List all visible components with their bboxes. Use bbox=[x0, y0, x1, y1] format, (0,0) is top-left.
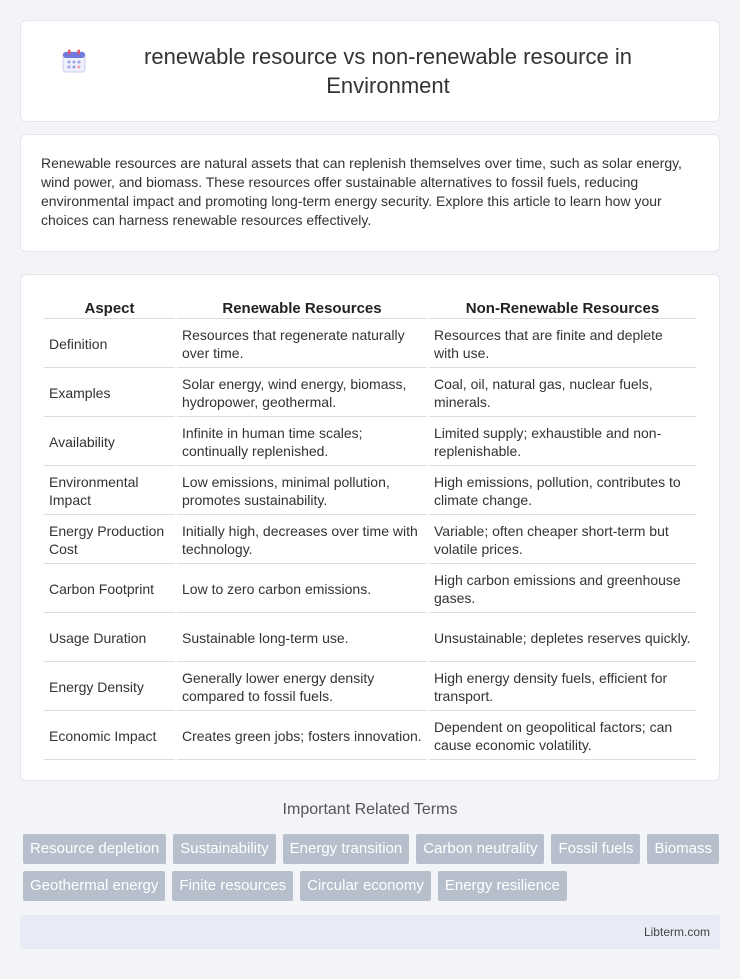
table-header-row bbox=[44, 297, 696, 319]
comparison-card bbox=[20, 274, 720, 781]
tag-circular-economy[interactable]: Circular economy bbox=[300, 871, 431, 901]
cell-renewable: Resources that regenerate naturally over time. bbox=[177, 321, 427, 368]
cell-renewable: Solar energy, wind energy, biomass, hydropower, geothermal. bbox=[177, 370, 427, 417]
intro-card bbox=[20, 134, 720, 252]
table-row bbox=[44, 321, 696, 368]
page-title: renewable resource vs non-renewable resource in Environment bbox=[144, 44, 632, 98]
header-inner bbox=[61, 42, 679, 100]
footer bbox=[20, 915, 720, 949]
tag-finite-resources[interactable]: Finite resources bbox=[172, 871, 293, 901]
tag-energy-resilience[interactable]: Energy resilience bbox=[438, 871, 567, 901]
table-row bbox=[44, 468, 696, 515]
header-aspect: Aspect bbox=[44, 297, 175, 319]
cell-non-renewable: Unsustainable; depletes reserves quickly. bbox=[429, 615, 696, 662]
table-row bbox=[44, 566, 696, 613]
calendar-icon bbox=[61, 48, 87, 74]
cell-aspect: Economic Impact bbox=[44, 713, 175, 760]
header-card bbox=[20, 20, 720, 122]
cell-aspect: Carbon Footprint bbox=[44, 566, 175, 613]
table-row bbox=[44, 713, 696, 760]
cell-aspect: Energy Production Cost bbox=[44, 517, 175, 564]
table-row bbox=[44, 664, 696, 711]
cell-renewable: Infinite in human time scales; continually replenished. bbox=[177, 419, 427, 466]
cell-non-renewable: Variable; often cheaper short-term but volatile prices. bbox=[429, 517, 696, 564]
tag-geothermal-energy[interactable]: Geothermal energy bbox=[23, 871, 165, 901]
cell-renewable: Low emissions, minimal pollution, promotes sustainability. bbox=[177, 468, 427, 515]
cell-aspect: Environmental Impact bbox=[44, 468, 175, 515]
cell-non-renewable: High emissions, pollution, contributes to climate change. bbox=[429, 468, 696, 515]
tag-sustainability[interactable]: Sustainability bbox=[173, 834, 275, 864]
cell-aspect: Definition bbox=[44, 321, 175, 368]
intro-text: Renewable resources are natural assets that can replenish themselves over time, such as solar energy, wind power, and biomass. These resources offer sustainable alternatives to fossil fuels, reducing environmental impact and promoting long-term energy security. Explore this article to learn how your choices can harness renewable resources effectively. bbox=[41, 155, 682, 228]
tag-resource-depletion[interactable]: Resource depletion bbox=[23, 834, 166, 864]
cell-renewable: Sustainable long-term use. bbox=[177, 615, 427, 662]
cell-non-renewable: Dependent on geopolitical factors; can cause economic volatility. bbox=[429, 713, 696, 760]
tag-fossil-fuels[interactable]: Fossil fuels bbox=[551, 834, 640, 864]
cell-renewable: Generally lower energy density compared to fossil fuels. bbox=[177, 664, 427, 711]
cell-aspect: Usage Duration bbox=[44, 615, 175, 662]
cell-non-renewable: High energy density fuels, efficient for transport. bbox=[429, 664, 696, 711]
tag-energy-transition[interactable]: Energy transition bbox=[283, 834, 410, 864]
cell-renewable: Initially high, decreases over time with technology. bbox=[177, 517, 427, 564]
cell-renewable: Creates green jobs; fosters innovation. bbox=[177, 713, 427, 760]
tag-carbon-neutrality[interactable]: Carbon neutrality bbox=[416, 834, 544, 864]
comparison-table bbox=[42, 295, 698, 762]
footer-link[interactable]: Libterm.com bbox=[643, 925, 710, 939]
cell-aspect: Energy Density bbox=[44, 664, 175, 711]
table-row bbox=[44, 370, 696, 417]
cell-non-renewable: Resources that are finite and deplete with use. bbox=[429, 321, 696, 368]
tag-biomass[interactable]: Biomass bbox=[647, 834, 719, 864]
cell-aspect: Availability bbox=[44, 419, 175, 466]
cell-non-renewable: Limited supply; exhaustible and non-replenishable. bbox=[429, 419, 696, 466]
related-terms-list bbox=[23, 834, 723, 901]
header-non-renewable: Non-Renewable Resources bbox=[429, 297, 696, 319]
table-row bbox=[44, 517, 696, 564]
cell-renewable: Low to zero carbon emissions. bbox=[177, 566, 427, 613]
cell-non-renewable: High carbon emissions and greenhouse gases. bbox=[429, 566, 696, 613]
cell-non-renewable: Coal, oil, natural gas, nuclear fuels, minerals. bbox=[429, 370, 696, 417]
related-terms-title: Important Related Terms bbox=[282, 801, 458, 818]
cell-aspect: Examples bbox=[44, 370, 175, 417]
table-row bbox=[44, 419, 696, 466]
table-row bbox=[44, 615, 696, 662]
header-renewable: Renewable Resources bbox=[177, 297, 427, 319]
